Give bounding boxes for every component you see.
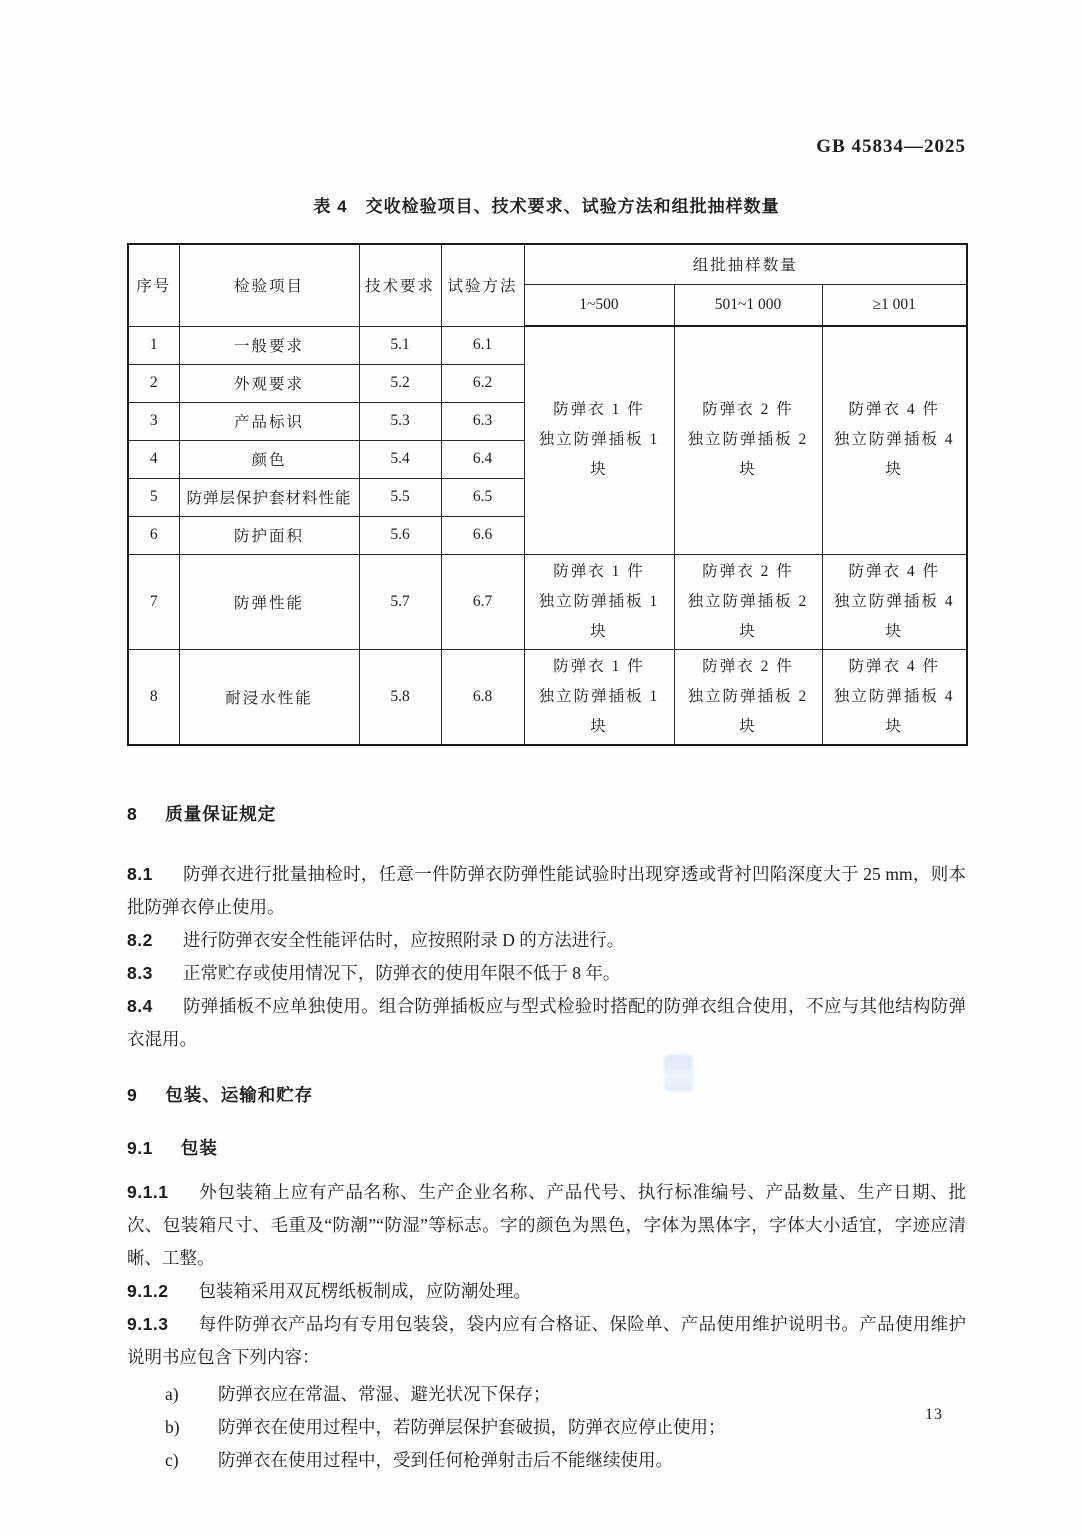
clause-number: 8.3: [127, 962, 153, 983]
cell-tech: 5.2: [359, 364, 441, 402]
table-row: [128, 326, 967, 364]
list-label: b): [165, 1416, 180, 1437]
clause-text: 正常贮存或使用情况下，防弹衣的使用年限不低于 8 年。: [182, 962, 621, 983]
cell-item: 一般要求: [179, 326, 359, 364]
cell-tech: 5.7: [359, 554, 441, 649]
list-text: 防弹衣在使用过程中，受到任何枪弹射击后不能继续使用。: [218, 1449, 673, 1470]
cell-no: 1: [128, 326, 179, 364]
cell-method: 6.2: [441, 364, 524, 402]
col-header-tech: 技术要求: [359, 244, 441, 326]
table-caption: 表 4 交收检验项目、技术要求、试验方法和组批抽样数量: [313, 197, 780, 216]
section-heading-8: [127, 803, 966, 826]
table-row: [128, 649, 967, 745]
clause-9-1-1: [127, 1176, 966, 1275]
cell-no: 3: [128, 402, 179, 440]
cell-tech: 5.5: [359, 478, 441, 516]
clause-text: 防弹衣进行批量抽检时，任意一件防弹衣防弹性能试验时出现穿透或背衬凹陷深度大于 25 mm，则本批防弹衣停止使用。: [127, 863, 966, 917]
list-item-b: [127, 1411, 966, 1444]
cell-sample: [674, 554, 822, 649]
clause-number: 9.1.3: [127, 1313, 169, 1334]
list-label: a): [165, 1383, 179, 1404]
col-header-sampling: 组批抽样数量: [524, 244, 967, 284]
list-label: c): [165, 1449, 179, 1470]
clause-8-4: [127, 990, 966, 1056]
sample-line: 独立防弹插板 1 块: [538, 431, 660, 479]
section-number: 9.1: [127, 1137, 153, 1158]
cell-sample: [524, 554, 674, 649]
cell-no: 5: [128, 478, 179, 516]
cell-item: 防护面积: [179, 516, 359, 554]
sample-line: 防弹衣 2 件: [702, 657, 794, 675]
section-title: 包装、运输和贮存: [165, 1084, 314, 1105]
clause-8-1: [127, 858, 966, 924]
clause-text: 防弹插板不应单独使用。组合防弹插板应与型式检验时搭配的防弹衣组合使用，不应与其他结构防弹衣混用。: [127, 995, 966, 1049]
cell-method: 6.6: [441, 516, 524, 554]
sample-line: 防弹衣 4 件: [848, 562, 940, 580]
cell-item: 耐浸水性能: [179, 649, 359, 745]
cell-method: 6.4: [441, 440, 524, 478]
cell-item: 产品标识: [179, 402, 359, 440]
clause-number: 8.4: [127, 995, 153, 1016]
sample-line: 独立防弹插板 2 块: [687, 687, 809, 735]
sample-line: 防弹衣 1 件: [553, 562, 645, 580]
sample-line: 独立防弹插板 2 块: [687, 431, 809, 479]
clause-number: 9.1.2: [127, 1280, 169, 1301]
cell-sample: [822, 649, 967, 745]
cell-sample-merged-1: [524, 326, 674, 554]
cell-no: 2: [128, 364, 179, 402]
cell-tech: 5.4: [359, 440, 441, 478]
page-number: 13: [925, 1406, 943, 1423]
cell-method: 6.5: [441, 478, 524, 516]
table-row: [128, 554, 967, 649]
section-title: 包装: [180, 1137, 218, 1158]
sample-line: 防弹衣 1 件: [553, 657, 645, 675]
cell-item: 防弹层保护套材料性能: [179, 478, 359, 516]
cell-tech: 5.8: [359, 649, 441, 745]
cell-sample: [524, 649, 674, 745]
standard-code-header: GB 45834—2025: [816, 136, 966, 157]
cell-method: 6.7: [441, 554, 524, 649]
section-title: 质量保证规定: [165, 803, 277, 824]
cell-sample: [674, 649, 822, 745]
cell-item: 防弹性能: [179, 554, 359, 649]
cell-tech: 5.1: [359, 326, 441, 364]
range-header-2: 501~1 000: [674, 284, 822, 326]
list-text: 防弹衣在使用过程中，若防弹层保护套破损，防弹衣应停止使用；: [218, 1416, 726, 1437]
cell-tech: 5.3: [359, 402, 441, 440]
cell-method: 6.1: [441, 326, 524, 364]
sample-line: 防弹衣 4 件: [848, 401, 940, 419]
cell-method: 6.8: [441, 649, 524, 745]
section-heading-9-1: [127, 1137, 966, 1160]
cell-item: 外观要求: [179, 364, 359, 402]
sample-line: 独立防弹插板 1 块: [538, 592, 660, 640]
section-number: 8: [127, 803, 138, 824]
cell-tech: 5.6: [359, 516, 441, 554]
sample-line: 独立防弹插板 2 块: [687, 592, 809, 640]
inspection-table: [127, 243, 968, 746]
clause-number: 8.2: [127, 929, 153, 950]
sample-line: 防弹衣 4 件: [848, 657, 940, 675]
list-item-c: [127, 1444, 966, 1477]
table-header-row-1: [128, 244, 967, 284]
scan-watermark-artifact: [664, 1055, 693, 1091]
cell-sample: [822, 554, 967, 649]
list-item-a: [127, 1378, 966, 1411]
sample-line: 独立防弹插板 1 块: [538, 687, 660, 735]
col-header-no: 序号: [128, 244, 179, 326]
sample-line: 独立防弹插板 4 块: [833, 687, 955, 735]
range-header-1: 1~500: [524, 284, 674, 326]
sample-line: 防弹衣 1 件: [553, 401, 645, 419]
clause-8-3: [127, 957, 966, 990]
sample-line: 防弹衣 2 件: [702, 401, 794, 419]
list-text: 防弹衣应在常温、常湿、避光状况下保存；: [218, 1383, 551, 1404]
cell-item: 颜色: [179, 440, 359, 478]
sample-line: 独立防弹插板 4 块: [833, 431, 955, 479]
cell-no: 8: [128, 649, 179, 745]
clause-8-2: [127, 924, 966, 957]
col-header-method: 试验方法: [441, 244, 524, 326]
clause-text: 外包装箱上应有产品名称、生产企业名称、产品代号、执行标准编号、产品数量、生产日期、批次、包装箱尺寸、毛重及“防潮”“防湿”等标志。字的颜色为黑色，字体为黑体字，字体大小适宜，字迹应清晰、工整。: [127, 1181, 966, 1268]
page-content: [127, 0, 966, 1477]
cell-sample-merged-2: [674, 326, 822, 554]
section-heading-9: [127, 1084, 966, 1107]
range-header-3: ≥1 001: [822, 284, 967, 326]
clause-text: 包装箱采用双瓦楞纸板制成，应防潮处理。: [198, 1280, 531, 1301]
clause-number: 8.1: [127, 863, 153, 884]
clause-text: 进行防弹衣安全性能评估时，应按照附录 D 的方法进行。: [182, 929, 625, 950]
clause-number: 9.1.1: [127, 1181, 169, 1202]
section-number: 9: [127, 1084, 138, 1105]
cell-sample-merged-3: [822, 326, 967, 554]
clause-9-1-3: [127, 1308, 966, 1374]
col-header-item: 检验项目: [179, 244, 359, 326]
cell-no: 7: [128, 554, 179, 649]
cell-method: 6.3: [441, 402, 524, 440]
clause-9-1-2: [127, 1275, 966, 1308]
cell-no: 4: [128, 440, 179, 478]
clause-text: 每件防弹衣产品均有专用包装袋，袋内应有合格证、保险单、产品使用维护说明书。产品使用维护说明书应包含下列内容：: [127, 1313, 966, 1367]
sample-line: 独立防弹插板 4 块: [833, 592, 955, 640]
cell-no: 6: [128, 516, 179, 554]
sample-line: 防弹衣 2 件: [702, 562, 794, 580]
